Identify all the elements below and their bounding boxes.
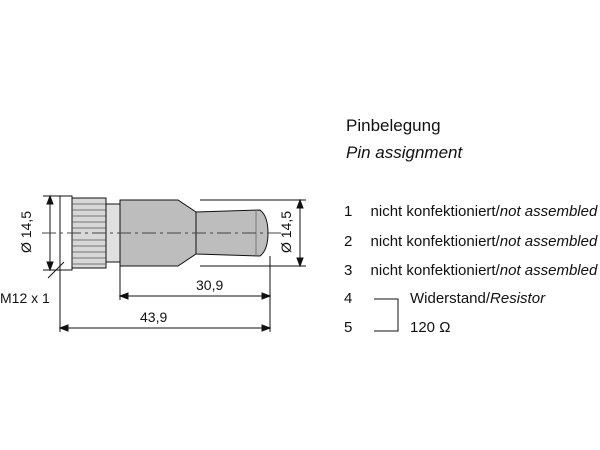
pin-number: 1 — [344, 203, 353, 220]
arrow-icon — [60, 325, 68, 331]
right-diameter-label: Ø 14,5 — [278, 210, 294, 254]
arrow-icon — [47, 262, 53, 270]
pin-row — [344, 262, 597, 279]
pin-row — [344, 319, 352, 336]
pin-text-en: Resistor — [490, 290, 546, 307]
arrow-icon — [47, 196, 53, 204]
pin-text-en: not assembled — [499, 203, 598, 220]
length-total-label: 43,9 — [140, 309, 168, 325]
title-de: Pinbelegung — [346, 116, 441, 135]
pin-number: 2 — [344, 233, 353, 250]
length-body-label: 30,9 — [196, 277, 224, 293]
pin-text-de: nicht konfektioniert/ — [370, 203, 500, 220]
pin-number: 3 — [344, 262, 353, 279]
pin-text-en: not assembled — [499, 262, 598, 279]
arrow-icon — [262, 293, 270, 299]
arrow-icon — [297, 258, 303, 266]
pin-resistance-value: 120 Ω — [410, 319, 451, 336]
thread-label: M12 x 1 — [0, 290, 50, 306]
arrow-icon — [120, 293, 128, 299]
arrow-icon — [297, 200, 303, 208]
pin-text-de: nicht konfektioniert/ — [370, 233, 500, 250]
pin-text-en: not assembled — [499, 233, 598, 250]
pin-number: 5 — [344, 319, 353, 336]
pin-row — [344, 290, 352, 307]
housing — [120, 200, 196, 266]
title-en: Pin assignment — [346, 143, 463, 162]
pin-text-de: nicht konfektioniert/ — [370, 262, 500, 279]
pin-row — [344, 203, 597, 220]
pin-text-de: Widerstand/ — [410, 290, 491, 307]
pin-resistor-label — [410, 290, 545, 307]
pin-number: 4 — [344, 290, 353, 307]
pin-bracket — [374, 299, 398, 331]
cable-sleeve — [196, 210, 268, 256]
pin-row — [344, 233, 597, 250]
arrow-icon — [262, 325, 270, 331]
left-diameter-label: Ø 14,5 — [18, 210, 34, 254]
